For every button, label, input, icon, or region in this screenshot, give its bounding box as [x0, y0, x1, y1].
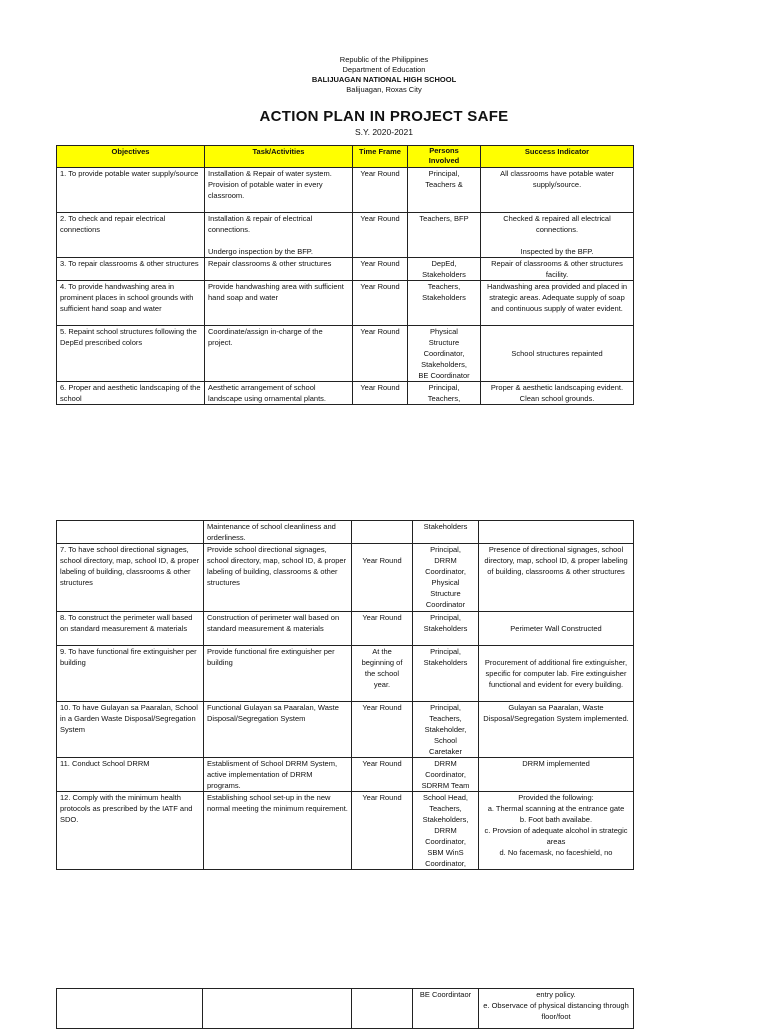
objective-cell-text: 8. To construct the perimeter wall based on standard measurement & materials	[60, 613, 193, 633]
success-list-item: a. Thermal scanning at the entrance gate	[487, 804, 625, 813]
task-cell	[204, 521, 352, 544]
table-row	[57, 258, 634, 281]
header-task-activities: Task/Activities	[205, 146, 353, 168]
time-frame-cell	[352, 612, 413, 646]
task-cell-text: Aesthetic arrangement of school landscape using ornamental plants.	[208, 383, 326, 403]
time-frame-cell	[353, 281, 408, 326]
time-frame-cell	[352, 758, 413, 792]
header-objectives: Objectives	[57, 146, 205, 168]
header-success-indicator: Success Indicator	[481, 146, 634, 168]
persons-cell-text: Principal, DRRM Coordinator, Physical Structure Coordinator	[425, 545, 466, 609]
time-frame-cell-text: Year Round	[362, 759, 402, 768]
objective-cell	[57, 544, 204, 612]
task-cell	[205, 382, 353, 405]
objective-cell	[57, 792, 204, 870]
objective-cell	[57, 989, 203, 1029]
success-indicator-cell-text: Proper & aesthetic landscaping evident. Clean school grounds.	[490, 383, 624, 403]
task-cell	[204, 544, 352, 612]
time-frame-cell	[353, 326, 408, 382]
table-row	[57, 792, 634, 870]
success-indicator-cell-text: All classrooms have potable water supply/source.	[500, 169, 614, 189]
header-persons-involved-label: Persons Involved	[428, 146, 460, 165]
persons-cell-text: Teachers, BFP	[419, 214, 469, 223]
persons-cell	[413, 521, 479, 544]
time-frame-cell	[352, 544, 413, 612]
persons-cell	[408, 382, 481, 405]
success-indicator-cell-text: Procurement of additional fire extinguisher, specific for computer lab. Fire extinguisher functional and evident for every building.	[484, 658, 628, 689]
success-indicator-cell-text: Handwashing area provided and placed in strategic areas. Adequate supply of soap and continuous supply of water evident.	[486, 282, 628, 313]
task-cell	[204, 702, 352, 758]
persons-cell-text: DRRM Coordinator, SDRRM Team	[421, 759, 470, 790]
task-cell-text: Provide school directional signages, school directory, map, school ID, & proper labeling of building, classrooms & other structures	[207, 545, 347, 587]
success-indicator-cell	[481, 258, 634, 281]
time-frame-cell-text: Year Round	[362, 703, 402, 712]
success-indicator-cell	[481, 168, 634, 213]
task-cell-text: Repair classrooms & other structures	[208, 259, 332, 268]
success-indicator-cell-text: Perimeter Wall Constructed	[510, 624, 602, 633]
table-row	[57, 612, 634, 646]
time-frame-cell-text: Year Round	[360, 383, 400, 392]
time-frame-cell-text: Year Round	[360, 259, 400, 268]
objective-cell	[57, 612, 204, 646]
success-indicator-cell	[479, 544, 634, 612]
task-cell-text: Functional Gulayan sa Paaralan, Waste Disposal/Segregation System	[207, 703, 339, 723]
success-list-item: e. Observace of physical distancing through floor/foot	[483, 1001, 629, 1021]
persons-cell-text: DepEd, Stakeholders	[422, 259, 466, 279]
task-cell	[205, 168, 353, 213]
success-indicator-cell-text: Checked & repaired all electrical connections. Inspected by the BFP.	[503, 214, 611, 256]
persons-cell	[413, 646, 479, 702]
success-list-item: c. Provsion of adequate alcohol in strategic areas	[484, 826, 628, 846]
success-indicator-cell-text: Gulayan sa Paaralan, Waste Disposal/Segregation System implemented.	[483, 703, 629, 723]
success-indicator-cell	[479, 989, 634, 1029]
header-republic: Republic of the Philippines	[339, 55, 429, 64]
table-row	[57, 758, 634, 792]
time-frame-cell-text: Year Round	[362, 793, 402, 802]
table-row	[57, 382, 634, 405]
objective-cell	[57, 281, 205, 326]
objective-cell-text: 9. To have functional fire extinguisher per building	[60, 647, 197, 667]
task-cell-text: Installation & repair of electrical connections. Undergo inspection by the BFP.	[208, 214, 313, 256]
objective-cell-text: 4. To provide handwashing area in prominent places in school grounds with sufficient hand soap and water	[60, 282, 194, 313]
table-row	[57, 168, 634, 213]
objective-cell	[57, 326, 205, 382]
task-cell-text: Construction of perimeter wall based on standard measurement & materials	[207, 613, 340, 633]
document-title: ACTION PLAN IN PROJECT SAFE	[259, 108, 509, 125]
task-cell-text: Provide functional fire extinguisher per building	[207, 647, 335, 667]
persons-cell	[413, 544, 479, 612]
success-indicator-cell	[479, 792, 634, 870]
persons-cell	[408, 281, 481, 326]
time-frame-cell-text: Year Round	[360, 169, 400, 178]
success-indicator-cell-text: Repair of classrooms & other structures facility.	[491, 259, 623, 279]
time-frame-cell-text: Year Round	[362, 556, 402, 565]
persons-cell-text: Principal, Teachers, Stakeholder, School Caretaker	[424, 703, 467, 756]
persons-cell-text: Stakeholders	[423, 522, 468, 531]
table-row	[57, 213, 634, 258]
success-list-item: d. No facemask, no faceshield, no	[499, 848, 613, 857]
table-row	[57, 702, 634, 758]
time-frame-cell	[352, 702, 413, 758]
success-indicator-cell	[479, 521, 634, 544]
time-frame-cell	[353, 213, 408, 258]
objective-cell	[57, 213, 205, 258]
objective-cell	[57, 758, 204, 792]
objective-cell	[57, 646, 204, 702]
success-indicator-cell	[481, 281, 634, 326]
task-cell-text: Coordinate/assign in-charge of the project.	[208, 327, 323, 347]
task-cell	[205, 326, 353, 382]
table-header-row	[57, 146, 634, 168]
task-cell	[204, 612, 352, 646]
objective-cell-text: 6. Proper and aesthetic landscaping of the school	[60, 383, 201, 403]
persons-cell	[408, 168, 481, 213]
time-frame-cell	[352, 521, 413, 544]
table-row	[57, 544, 634, 612]
success-indicator-cell	[479, 646, 634, 702]
success-indicator-cell	[479, 702, 634, 758]
table-row	[57, 989, 634, 1029]
time-frame-cell	[353, 382, 408, 405]
action-plan-table-page-1	[56, 145, 634, 405]
persons-cell-text: Principal, Teachers &	[425, 169, 463, 189]
persons-cell-text: School Head, Teachers, Stakeholders, DRRM Coordinator, SBM WinS Coordinator,	[422, 793, 469, 868]
table-row	[57, 646, 634, 702]
header-department: Department of Education	[342, 65, 426, 74]
objective-cell-text: 7. To have school directional signages, school directory, map, school ID, & proper labeling of building, classrooms & other structures	[60, 545, 200, 587]
persons-cell	[408, 326, 481, 382]
persons-cell	[413, 792, 479, 870]
table-row	[57, 281, 634, 326]
objective-cell	[57, 521, 204, 544]
header-persons-involved	[408, 146, 481, 168]
task-cell	[204, 646, 352, 702]
success-item-list	[482, 989, 630, 1022]
persons-cell-text: Teachers, Stakeholders	[422, 282, 466, 302]
objective-cell-text: 2. To check and repair electrical connections	[60, 214, 166, 234]
persons-cell	[408, 258, 481, 281]
header-school-name: BALIJUAGAN NATIONAL HIGH SCHOOL	[311, 75, 457, 84]
success-indicator-cell-text: School structures repainted	[511, 349, 603, 358]
success-item-list	[482, 803, 630, 858]
objective-cell	[57, 258, 205, 281]
objective-cell	[57, 702, 204, 758]
objective-cell-text: 12. Comply with the minimum health protocols as prescribed by the IATF and SDO.	[60, 793, 193, 824]
task-cell-text: Establishing school set-up in the new normal meeting the minimum requirement.	[207, 793, 348, 813]
persons-cell	[413, 758, 479, 792]
action-plan-table-page-2	[56, 520, 634, 870]
persons-cell-text: Physical Structure Coordinator, Stakeholders, BE Coordinator	[418, 327, 470, 380]
persons-cell	[413, 612, 479, 646]
document-header	[0, 55, 768, 95]
task-cell	[204, 758, 352, 792]
time-frame-cell	[353, 258, 408, 281]
success-indicator-cell	[481, 213, 634, 258]
task-cell	[205, 213, 353, 258]
task-cell-text: Establisment of School DRRM System, active implementation of DRRM programs.	[207, 759, 338, 790]
task-cell-text: Provide handwashing area with sufficient hand soap and water	[208, 282, 344, 302]
success-list-item: b. Foot bath availabe.	[519, 815, 593, 824]
success-list-item: entry policy.	[536, 990, 576, 999]
header-address: Balijuagan, Roxas City	[346, 85, 422, 94]
persons-cell-text: Principal, Stakeholders	[423, 647, 468, 667]
persons-cell-text: Principal, Teachers,	[427, 383, 461, 403]
persons-cell	[408, 213, 481, 258]
task-cell	[204, 792, 352, 870]
success-indicator-cell-text: Presence of directional signages, school directory, map, school ID, & proper labeling of building, classrooms & other structures	[484, 545, 628, 576]
task-cell	[205, 258, 353, 281]
school-year: S.Y. 2020-2021	[355, 127, 413, 137]
success-indicator-cell	[481, 326, 634, 382]
time-frame-cell	[352, 792, 413, 870]
objective-cell-text: 10. To have Gulayan sa Paaralan, School in a Garden Waste Disposal/Segregation System	[60, 703, 198, 734]
persons-cell-text: BE Coordintaor	[419, 990, 472, 999]
persons-cell	[413, 702, 479, 758]
success-indicator-cell	[481, 382, 634, 405]
time-frame-cell-text: Year Round	[360, 327, 400, 336]
time-frame-cell	[353, 168, 408, 213]
header-time-frame: Time Frame	[353, 146, 408, 168]
objective-cell-text: 5. Repaint school structures following the DepEd prescribed colors	[60, 327, 197, 347]
task-cell	[205, 281, 353, 326]
table-row	[57, 326, 634, 382]
task-cell-text: Maintenance of school cleanliness and orderliness.	[207, 522, 336, 542]
task-cell	[203, 989, 352, 1029]
objective-cell-text: 11. Conduct School DRRM	[60, 759, 150, 768]
time-frame-cell-text: At the beginning of the school year.	[361, 647, 403, 689]
action-plan-table-page-3	[56, 988, 634, 1029]
objective-cell-text: 1. To provide potable water supply/source	[60, 169, 199, 178]
time-frame-cell-text: Year Round	[362, 613, 402, 622]
success-indicator-cell	[479, 758, 634, 792]
objective-cell	[57, 382, 205, 405]
time-frame-cell	[352, 989, 413, 1029]
success-indicator-cell	[479, 612, 634, 646]
persons-cell-text: Principal, Stakeholders	[423, 613, 468, 633]
persons-cell	[413, 989, 479, 1029]
time-frame-cell-text: Year Round	[360, 282, 400, 291]
objective-cell	[57, 168, 205, 213]
time-frame-cell-text: Year Round	[360, 214, 400, 223]
time-frame-cell	[352, 646, 413, 702]
success-indicator-cell-text: DRRM implemented	[522, 759, 590, 768]
task-cell-text: Installation & Repair of water system. Provision of potable water in every classroom.	[208, 169, 332, 200]
objective-cell-text: 3. To repair classrooms & other structures	[60, 259, 199, 268]
success-intro: Provided the following:	[518, 793, 594, 802]
table-row	[57, 521, 634, 544]
